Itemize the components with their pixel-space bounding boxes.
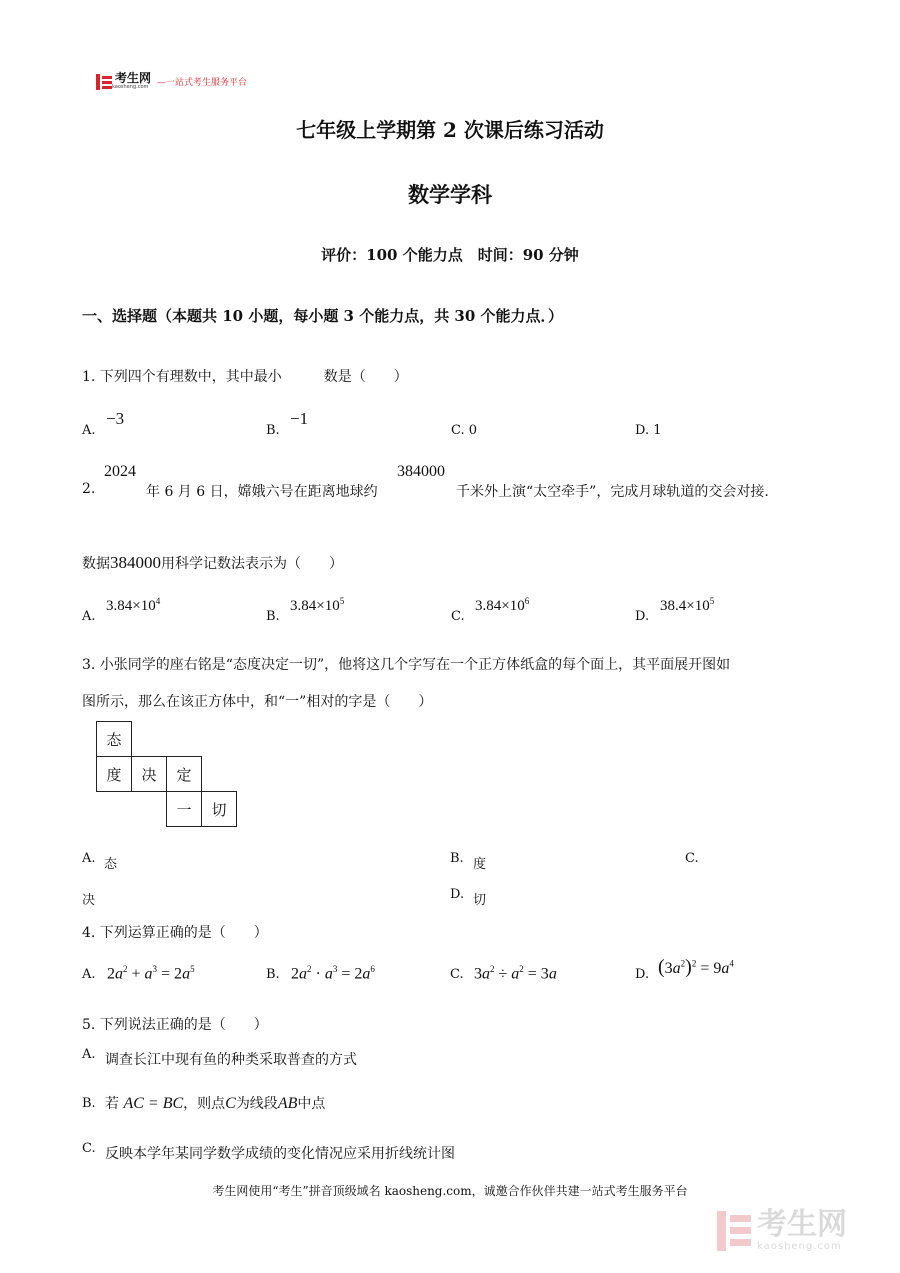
q2-distance: 384000 — [397, 463, 445, 480]
q2-option-d-value: $38.4\times 10^5$ — [660, 596, 715, 614]
q5-option-a-text: 调查长江中现有鱼的种类采取普查的方式 — [105, 1052, 357, 1068]
q5-option-c-label[interactable]: C. — [82, 1141, 96, 1156]
section-heading: 一、选择题（本题共 10 小题，每小题 3 个能力点，共 30 个能力点．） — [82, 307, 564, 325]
net-face-qie: 切 — [202, 792, 237, 827]
q3-line1: 3. 小张同学的座右铭是“态度决定一切”，他将这几个字写在一个正方体纸盒的每个面上，其平面展开图如 — [82, 657, 731, 673]
q5-option-b-label[interactable]: B. — [82, 1096, 96, 1111]
q2-text-1: 年 6 月 6 日，嫦娥六号在距离地球约 — [146, 484, 378, 500]
q4-option-d-label[interactable]: D. — [635, 967, 650, 982]
q3-option-b-value: 度 — [473, 857, 487, 872]
q3-option-a-label[interactable]: A. — [82, 851, 96, 866]
net-face-ding: 定 — [167, 757, 202, 792]
logo-icon — [96, 74, 112, 90]
q1-option-d[interactable]: D. 1 — [635, 423, 662, 438]
q2-option-b-value: $3.84\times 10^5$ — [290, 596, 345, 614]
net-face-tai: 态 — [97, 722, 132, 757]
q2-number: 2. — [82, 481, 96, 497]
q4-option-a-label[interactable]: A. — [82, 967, 96, 982]
q2-option-a-value: $3.84\times 10^4$ — [106, 596, 161, 614]
q2-option-c-label[interactable]: C. — [451, 609, 465, 624]
net-face-yi: 一 — [167, 792, 202, 827]
q1-option-b-label[interactable]: B. — [266, 423, 280, 438]
doc-subject: 数学学科 — [408, 182, 492, 207]
q2-year: 2024 — [104, 463, 136, 480]
logo-name: 考生网 — [115, 71, 152, 85]
q4-option-c-label[interactable]: C. — [450, 967, 464, 982]
doc-title: 七年级上学期第 2 次课后练习活动 — [296, 118, 604, 142]
watermark-name: 考生网 — [757, 1207, 847, 1242]
q4-option-b-label[interactable]: B. — [266, 967, 280, 982]
q1-option-a-value: −3 — [106, 409, 125, 428]
q5-option-c-text: 反映本学年某同学数学成绩的变化情况应采用折线统计图 — [105, 1146, 455, 1162]
q2-option-c-value: $3.84\times 10^6$ — [475, 596, 530, 614]
q3-option-c-label[interactable]: C. — [685, 851, 699, 866]
watermark — [717, 1209, 847, 1252]
q1-option-b-value: −1 — [290, 409, 309, 428]
q5-option-b-text: 若 AC = BC，则点C为线段AB中点 — [105, 1095, 326, 1112]
q4-option-b-formula: $2a^2 \cdot a^3 = 2a^6$ — [291, 964, 375, 983]
q4-option-d-formula: $(3a^2)^2 = 9a^4$ — [658, 956, 734, 978]
q2-line2-a: 数据384000用科学记数法表示为（ ） — [82, 553, 343, 572]
q3-option-b-label[interactable]: B. — [450, 851, 464, 866]
q1-option-c[interactable]: C. 0 — [451, 423, 478, 438]
q1-stem: 1. 下列四个有理数中，其中最小 数是（ ） — [82, 369, 408, 385]
q4-option-a-formula: $2a^2 + a^3 = 2a^5$ — [107, 964, 195, 983]
q3-option-d-label[interactable]: D. — [450, 887, 465, 902]
q3-option-d-value: 切 — [473, 893, 487, 908]
q2-option-d-label[interactable]: D. — [635, 609, 650, 624]
net-face-jue: 决 — [132, 757, 167, 792]
q3-option-c-value: 决 — [82, 893, 96, 908]
doc-meta: 评价：100 个能力点 时间：90 分钟 — [321, 246, 579, 264]
watermark-domain: kaosheng.com — [757, 1241, 842, 1252]
logo-slogan: —一站式考生服务平台 — [157, 78, 248, 88]
q3-line2: 图所示，那么在该正方体中，和“一”相对的字是（ ） — [82, 694, 433, 710]
q4-stem: 4. 下列运算正确的是（ ） — [82, 925, 268, 941]
q2-text-2: 千米外上演“太空牵手”，完成月球轨道的交会对接. — [456, 484, 769, 500]
q2-option-a-label[interactable]: A. — [82, 609, 96, 624]
watermark-logo-icon — [717, 1211, 751, 1251]
q1-option-a-label[interactable]: A. — [82, 423, 96, 438]
cube-net — [96, 721, 237, 827]
q2-option-b-label[interactable]: B. — [266, 609, 280, 624]
q5-stem: 5. 下列说法正确的是（ ） — [82, 1017, 268, 1033]
q5-option-a-label[interactable]: A. — [82, 1047, 96, 1062]
page-footer: 考生网使用“考生”拼音顶级域名 kaosheng.com，诚邀合作伙伴共建一站式考生服务平台 — [212, 1184, 688, 1198]
q4-option-c-formula: $3a^2 \div a^2 = 3a$ — [474, 964, 557, 983]
net-face-du: 度 — [97, 757, 132, 792]
q2-line2-number: 384000 — [110, 553, 161, 572]
q3-option-a-value: 态 — [104, 857, 118, 872]
header-logo — [96, 73, 247, 90]
logo-domain: kaosheng.com — [112, 84, 149, 90]
